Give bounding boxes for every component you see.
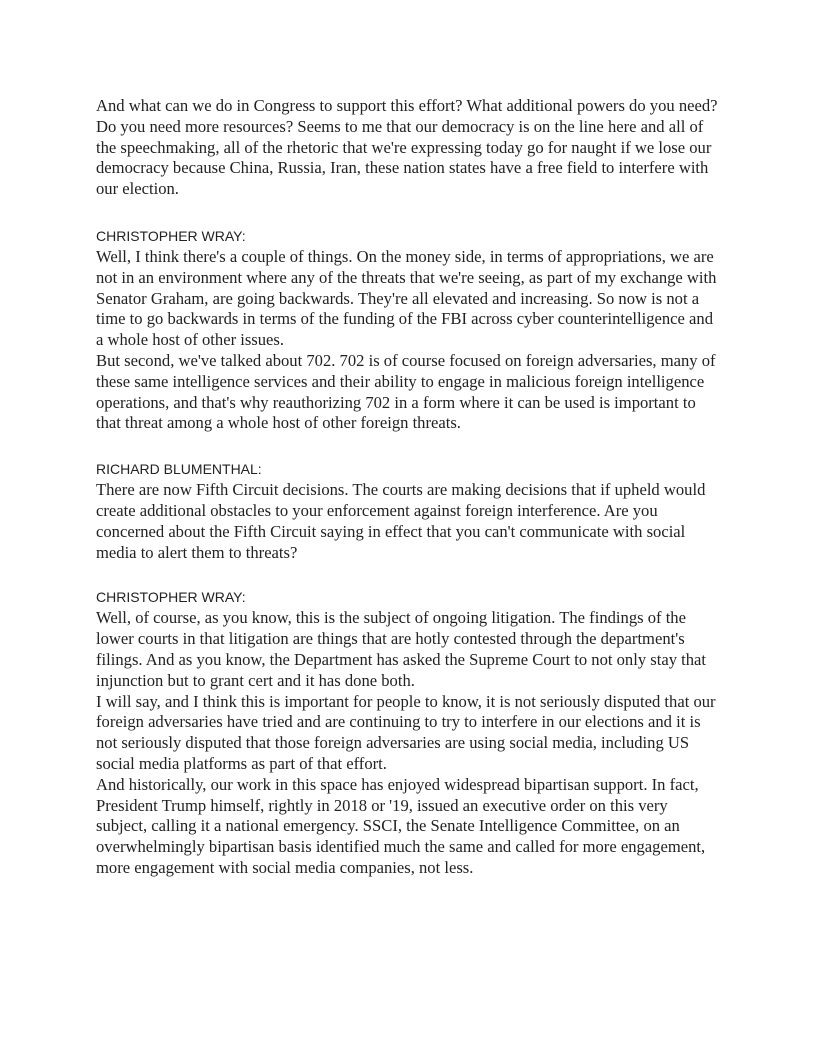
spacer (96, 563, 720, 588)
speaker-turn (96, 588, 720, 878)
spacer (96, 200, 720, 227)
spacer (96, 434, 720, 460)
turn-paragraph: There are now Fifth Circuit decisions. The courts are making decisions that if upheld would create additional obstacles to your enforcement against foreign interference. Are you concerned about the Fifth Circuit saying in effect that you can't communicate with social media to alert them to threats? (96, 480, 706, 562)
speaker-name: RICHARD BLUMENTHAL: (96, 461, 262, 478)
transcript-page (96, 96, 720, 879)
turn-paragraph: Well, I think there's a couple of things. On the money side, in terms of appropriations, we are not in an environment where any of the threats that we're seeing, as part of my exchange with Senator Graham, are going backwards. They're all elevated and increasing. So now is not a time to go backwards in terms of the funding of the FBI across cyber counterintelligence and a whole host of other issues. (96, 246, 717, 350)
speaker-name: CHRISTOPHER WRAY: (96, 589, 246, 606)
intro-paragraph: And what can we do in Congress to support this effort? What additional powers do you need? Do you need more resources? Seems to me that our democracy is on the line here and all of the speechmaking, all of the rhetoric that we're expressing today go for naught if we lose our democracy because China, Russia, Iran, these nation states have a free field to interfere with our election. (96, 96, 718, 199)
turn-paragraph: And historically, our work in this space has enjoyed widespread bipartisan support. In fact, President Trump himself, rightly in 2018 or '19, issued an executive order on this very subject, calling it a national emergency. SSCI, the Senate Intelligence Committee, on an overwhelmingly bipartisan basis identified much the same and called for more engagement, more engagement with social media companies, not less. (96, 774, 706, 877)
turn-paragraph: I will say, and I think this is important for people to know, it is not seriously disputed that our foreign adversaries have tried and are continuing to try to interfere in our elections and it is not seriously disputed that those foreign adversaries are using social media, including US social media platforms as part of that effort. (96, 691, 716, 773)
speaker-turn (96, 227, 720, 434)
turn-paragraph: But second, we've talked about 702. 702 is of course focused on foreign adversaries, many of these same intelligence services and their ability to engage in malicious foreign intelligence operations, and that's why reauthorizing 702 in a form where it can be used is important to that threat among a whole host of other foreign threats. (96, 350, 716, 433)
speaker-name: CHRISTOPHER WRAY: (96, 227, 246, 244)
speaker-turn (96, 460, 720, 563)
turn-paragraph: Well, of course, as you know, this is the subject of ongoing litigation. The findings of the lower courts in that litigation are things that are hotly contested through the department's filings. And as you know, the Department has asked the Supreme Court to not only stay that injunction but to grant cert and it has done both. (96, 608, 707, 690)
